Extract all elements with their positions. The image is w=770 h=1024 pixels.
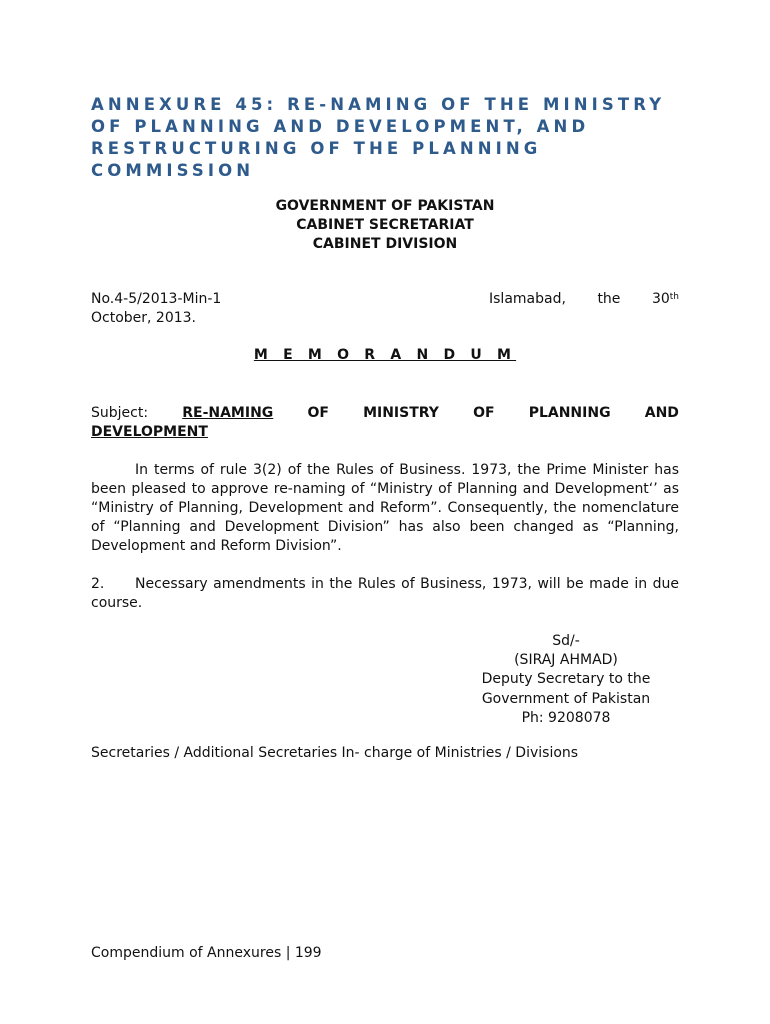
subject-word: OF xyxy=(473,405,495,421)
reference-number: No.4-5/2013-Min-1 xyxy=(91,291,222,307)
paragraph-2 xyxy=(91,575,679,613)
reference-number-block xyxy=(91,290,221,328)
signatory-organization: Government of Pakistan xyxy=(481,690,651,707)
place-date xyxy=(489,290,679,309)
distribution-list: Secretaries / Additional Secretaries In- charge of Ministries / Divisions xyxy=(91,745,579,761)
date-day xyxy=(652,290,679,309)
government-header xyxy=(91,197,679,254)
date-day-number: 30 xyxy=(651,291,670,307)
government-name: GOVERNMENT OF PAKISTAN xyxy=(275,198,495,214)
date-article: the xyxy=(597,291,621,307)
page-footer: Compendium of Annexures | 199 xyxy=(91,945,322,961)
signatory-name: (SIRAJ AHMAD) xyxy=(514,652,618,669)
signatory-title: Deputy Secretary to the xyxy=(481,671,651,688)
subject-word: AND xyxy=(644,405,679,421)
paragraph-1 xyxy=(91,461,679,556)
subject-continuation: DEVELOPMENT xyxy=(91,424,208,440)
annexure-heading-line: ANNEXURE 45: RE-NAMING OF THE MINISTRY xyxy=(91,95,666,114)
subject-word: MINISTRY xyxy=(363,405,439,421)
paragraph-text: In terms of rule 3(2) of the Rules of Business. 1973, the Prime Minister has been pleased to approve re-naming of “Ministry of Planning and Development‘’ as “Ministry of Planning, Development and Reform”. Consequently, the nomenclature of “Planning and Development Division” has also been changed as “Planning, Development and Reform Division”. xyxy=(91,462,679,554)
subject-word: RE-NAMING xyxy=(182,405,274,421)
subject-line xyxy=(91,404,679,423)
date-month-year: October, 2013. xyxy=(91,310,197,326)
annexure-heading xyxy=(91,94,691,182)
place-name: Islamabad, xyxy=(489,291,566,307)
signatory-phone: Ph: 9208078 xyxy=(521,709,611,726)
paragraph-text: Necessary amendments in the Rules of Business, 1973, will be made in due course. xyxy=(91,576,679,611)
secretariat-name: CABINET SECRETARIAT xyxy=(296,217,474,233)
annexure-heading-line: RESTRUCTURING OF THE PLANNING xyxy=(91,139,542,158)
subject-word: PLANNING xyxy=(528,405,611,421)
subject-label: Subject: xyxy=(91,405,149,421)
division-name: CABINET DIVISION xyxy=(312,236,458,252)
subject-block xyxy=(91,404,679,442)
signature-block xyxy=(455,632,677,728)
date-day-suffix: th xyxy=(669,292,679,302)
annexure-heading-line: OF PLANNING AND DEVELOPMENT, AND xyxy=(91,117,590,136)
memorandum-title xyxy=(91,347,679,363)
subject-word: OF xyxy=(307,405,329,421)
memorandum-title-text: M E M O R A N D U M xyxy=(253,347,517,363)
paragraph-number: 2. xyxy=(91,576,105,592)
signature-mark: Sd/- xyxy=(552,633,580,649)
annexure-heading-line: COMMISSION xyxy=(91,161,255,180)
